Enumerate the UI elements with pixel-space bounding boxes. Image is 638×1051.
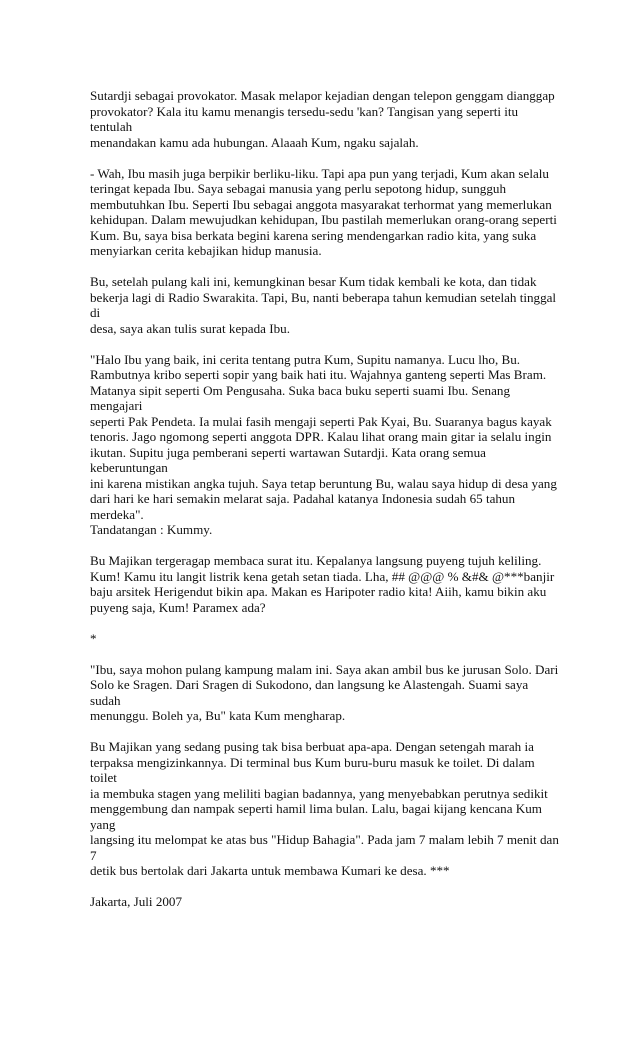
document-page [90, 88, 560, 925]
paragraph-departure: Bu Majikan yang sedang pusing tak bisa berbuat apa-apa. Dengan setengah marah ia terpaksa mengizinkannya. Di terminal bus Kum buru-buru masuk ke toilet. Di dalam toilet ia membuka stagen yang meliliti bagian badannya, yang menyebabkan perutnya sedikit menggembung dan nampak seperti hamil lima bulan. Lalu, bagai kijang kencana Kum yang langsing itu melompat ke atas bus "Hidup Bahagia". Pada jam 7 malam lebih 7 menit dan 7 detik bus bertolak dari Jakarta untuk membawa Kumari ke desa. *** [90, 739, 559, 878]
closing-dateline: Jakarta, Juli 2007 [90, 894, 183, 909]
paragraph-request: "Ibu, saya mohon pulang kampung malam ini. Saya akan ambil bus ke jurusan Solo. Dari Solo ke Sragen. Dari Sragen di Sukodono, dan langsung ke Alastengah. Suami saya sudah menunggu. Boleh ya, Bu" kata Kum mengharap. [90, 661, 559, 723]
paragraph-letter: "Halo Ibu yang baik, ini cerita tentang putra Kum, Supitu namanya. Lucu lho, Bu. Rambutnya kribo seperti sopir yang baik hati itu. Wajahnya ganteng seperti Mas Bram. Matanya sipit seperti Om Pengusaha. Suka baca buku seperti suami Ibu. Senang mengajari seperti Pak Pendeta. Ia mulai fasih mengaji seperti Pak Kyai, Bu. Suaranya bagus kayak tenoris. Jago ngomong seperti anggota DPR. Kalau lihat orang main gitar ia selalu ingin ikutan. Supitu juga pemberani seperti wartawan Sutardji. Kata orang semua keberuntungan ini karena mistikan angka tujuh. Saya tetap beruntung Bu, walau saya hidup di desa yang dari hari ke hari semakin melarat saja. Padahal katanya Indonesia sudah 65 tahun merdeka". Tandatangan : Kummy. [90, 351, 557, 537]
section-separator: * [90, 630, 97, 646]
paragraph-provocateur: Sutardji sebagai provokator. Masak melapor kejadian dengan telepon genggam dianggap provokator? Kala itu kamu menangis tersedu-sedu 'kan? Tangisan yang seperti itu tentulah menandakan kamu ada hubungan. Alaaah Kum, ngaku sajalah. [90, 88, 555, 150]
paragraph-kum-reply: - Wah, Ibu masih juga berpikir berliku-liku. Tapi apa pun yang terjadi, Kum akan selalu teringat kepada Ibu. Saya sebagai manusia yang perlu sepotong hidup, sungguh membutuhkan Ibu. Seperti Ibu sebagai anggota masyarakat terhormat yang memerlukan kehidupan. Dalam mewujudkan kehidupan, Ibu pastilah memerlukan orang-orang seperti Kum. Bu, saya bisa berkata begini karena sering mendengarkan radio kita, yang suka menyiarkan cerita kebajikan hidup manusia. [90, 165, 557, 258]
paragraph-going-home: Bu, setelah pulang kali ini, kemungkinan besar Kum tidak kembali ke kota, dan tidak bekerja lagi di Radio Swarakita. Tapi, Bu, nanti beberapa tahun kemudian setelah tinggal di desa, saya akan tulis surat kepada Ibu. [90, 274, 557, 336]
paragraph-majikan-reaction: Bu Majikan tergeragap membaca surat itu. Kepalanya langsung puyeng tujuh keliling. Kum! Kamu itu langit listrik kena getah setan tiada. Lha, ## @@@ % &#& @***banjir baju arsitek Herigendut bikin apa. Makan es Haripoter radio kita! Aiih, kamu bikin aku puyeng saja, Kum! Paramex ada? [90, 553, 555, 615]
